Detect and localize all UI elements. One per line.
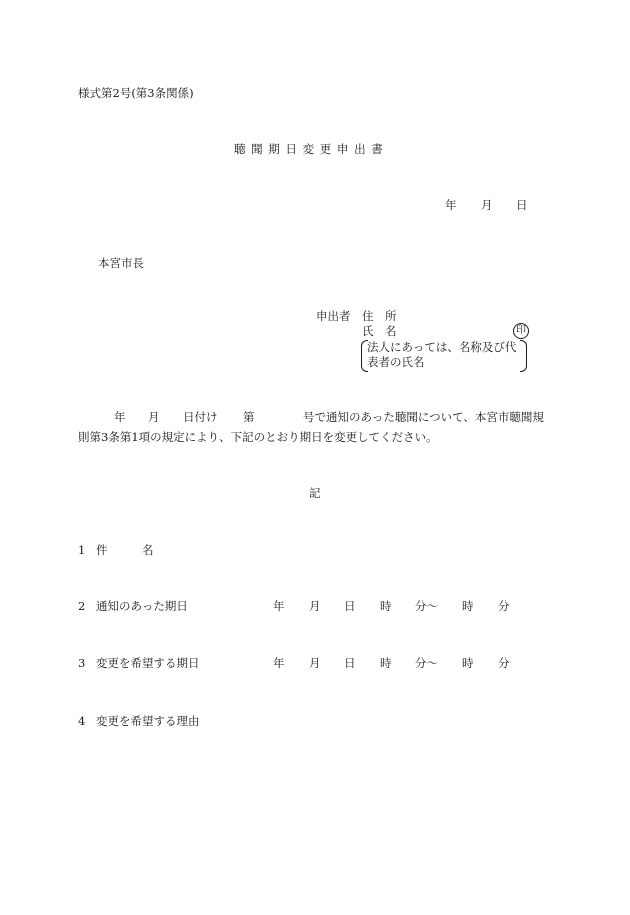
item-3-number: 3 [78,656,86,670]
item-3-month: 月 [309,656,321,670]
item-3-hour: 時 [380,656,392,670]
item-3-day: 日 [344,656,356,670]
item-4-number: 4 [78,714,86,728]
corporate-note-line2: 表者の氏名 [367,355,425,369]
body-dated: 日付け [183,410,218,424]
body-line2: 則第3条第1項の規定により、下記のとおり期日を変更してください。 [78,430,438,444]
corporate-note-line1: 法人にあっては、名称及び代 [367,340,517,354]
body-no-prefix: 第 [243,410,255,424]
body-year: 年 [114,410,126,424]
item-2-minute-to: 分 [498,599,510,613]
item-2-minute-from: 分～ [415,599,438,613]
addressee: 本宮市長 [98,256,144,270]
item-4-label: 変更を希望する理由 [96,714,200,728]
address-label: 住 所 [362,309,397,323]
name-label: 氏 名 [362,324,397,338]
item-3-minute-from: 分～ [415,656,438,670]
item-2-month: 月 [309,599,321,613]
item-3-minute-to: 分 [498,656,510,670]
item-2-number: 2 [78,599,86,613]
right-bracket [520,340,527,372]
item-1-label: 件 名 [96,543,154,557]
item-2-hour: 時 [380,599,392,613]
item-3-year: 年 [273,656,285,670]
item-3-hour-to: 時 [462,656,474,670]
item-2-label: 通知のあった期日 [96,599,188,613]
seal-mark-icon: 印 [513,323,529,339]
ki-heading: 記 [309,486,321,500]
form-number: 様式第2号(第3条関係) [78,86,194,100]
header-date-year: 年 [445,198,457,212]
item-2-year: 年 [273,599,285,613]
item-2-day: 日 [344,599,356,613]
item-2-hour-to: 時 [462,599,474,613]
body-line1-rest: 号で通知のあった聴聞について、本宮市聴聞規 [303,410,544,424]
header-date-month: 月 [481,198,493,212]
body-month: 月 [148,410,160,424]
item-1-number: 1 [78,543,86,557]
applicant-label: 申出者 [316,309,351,323]
document-title: 聴 聞 期 日 変 更 申 出 書 [234,142,384,156]
header-date-day: 日 [516,198,528,212]
item-3-label: 変更を希望する期日 [96,656,200,670]
